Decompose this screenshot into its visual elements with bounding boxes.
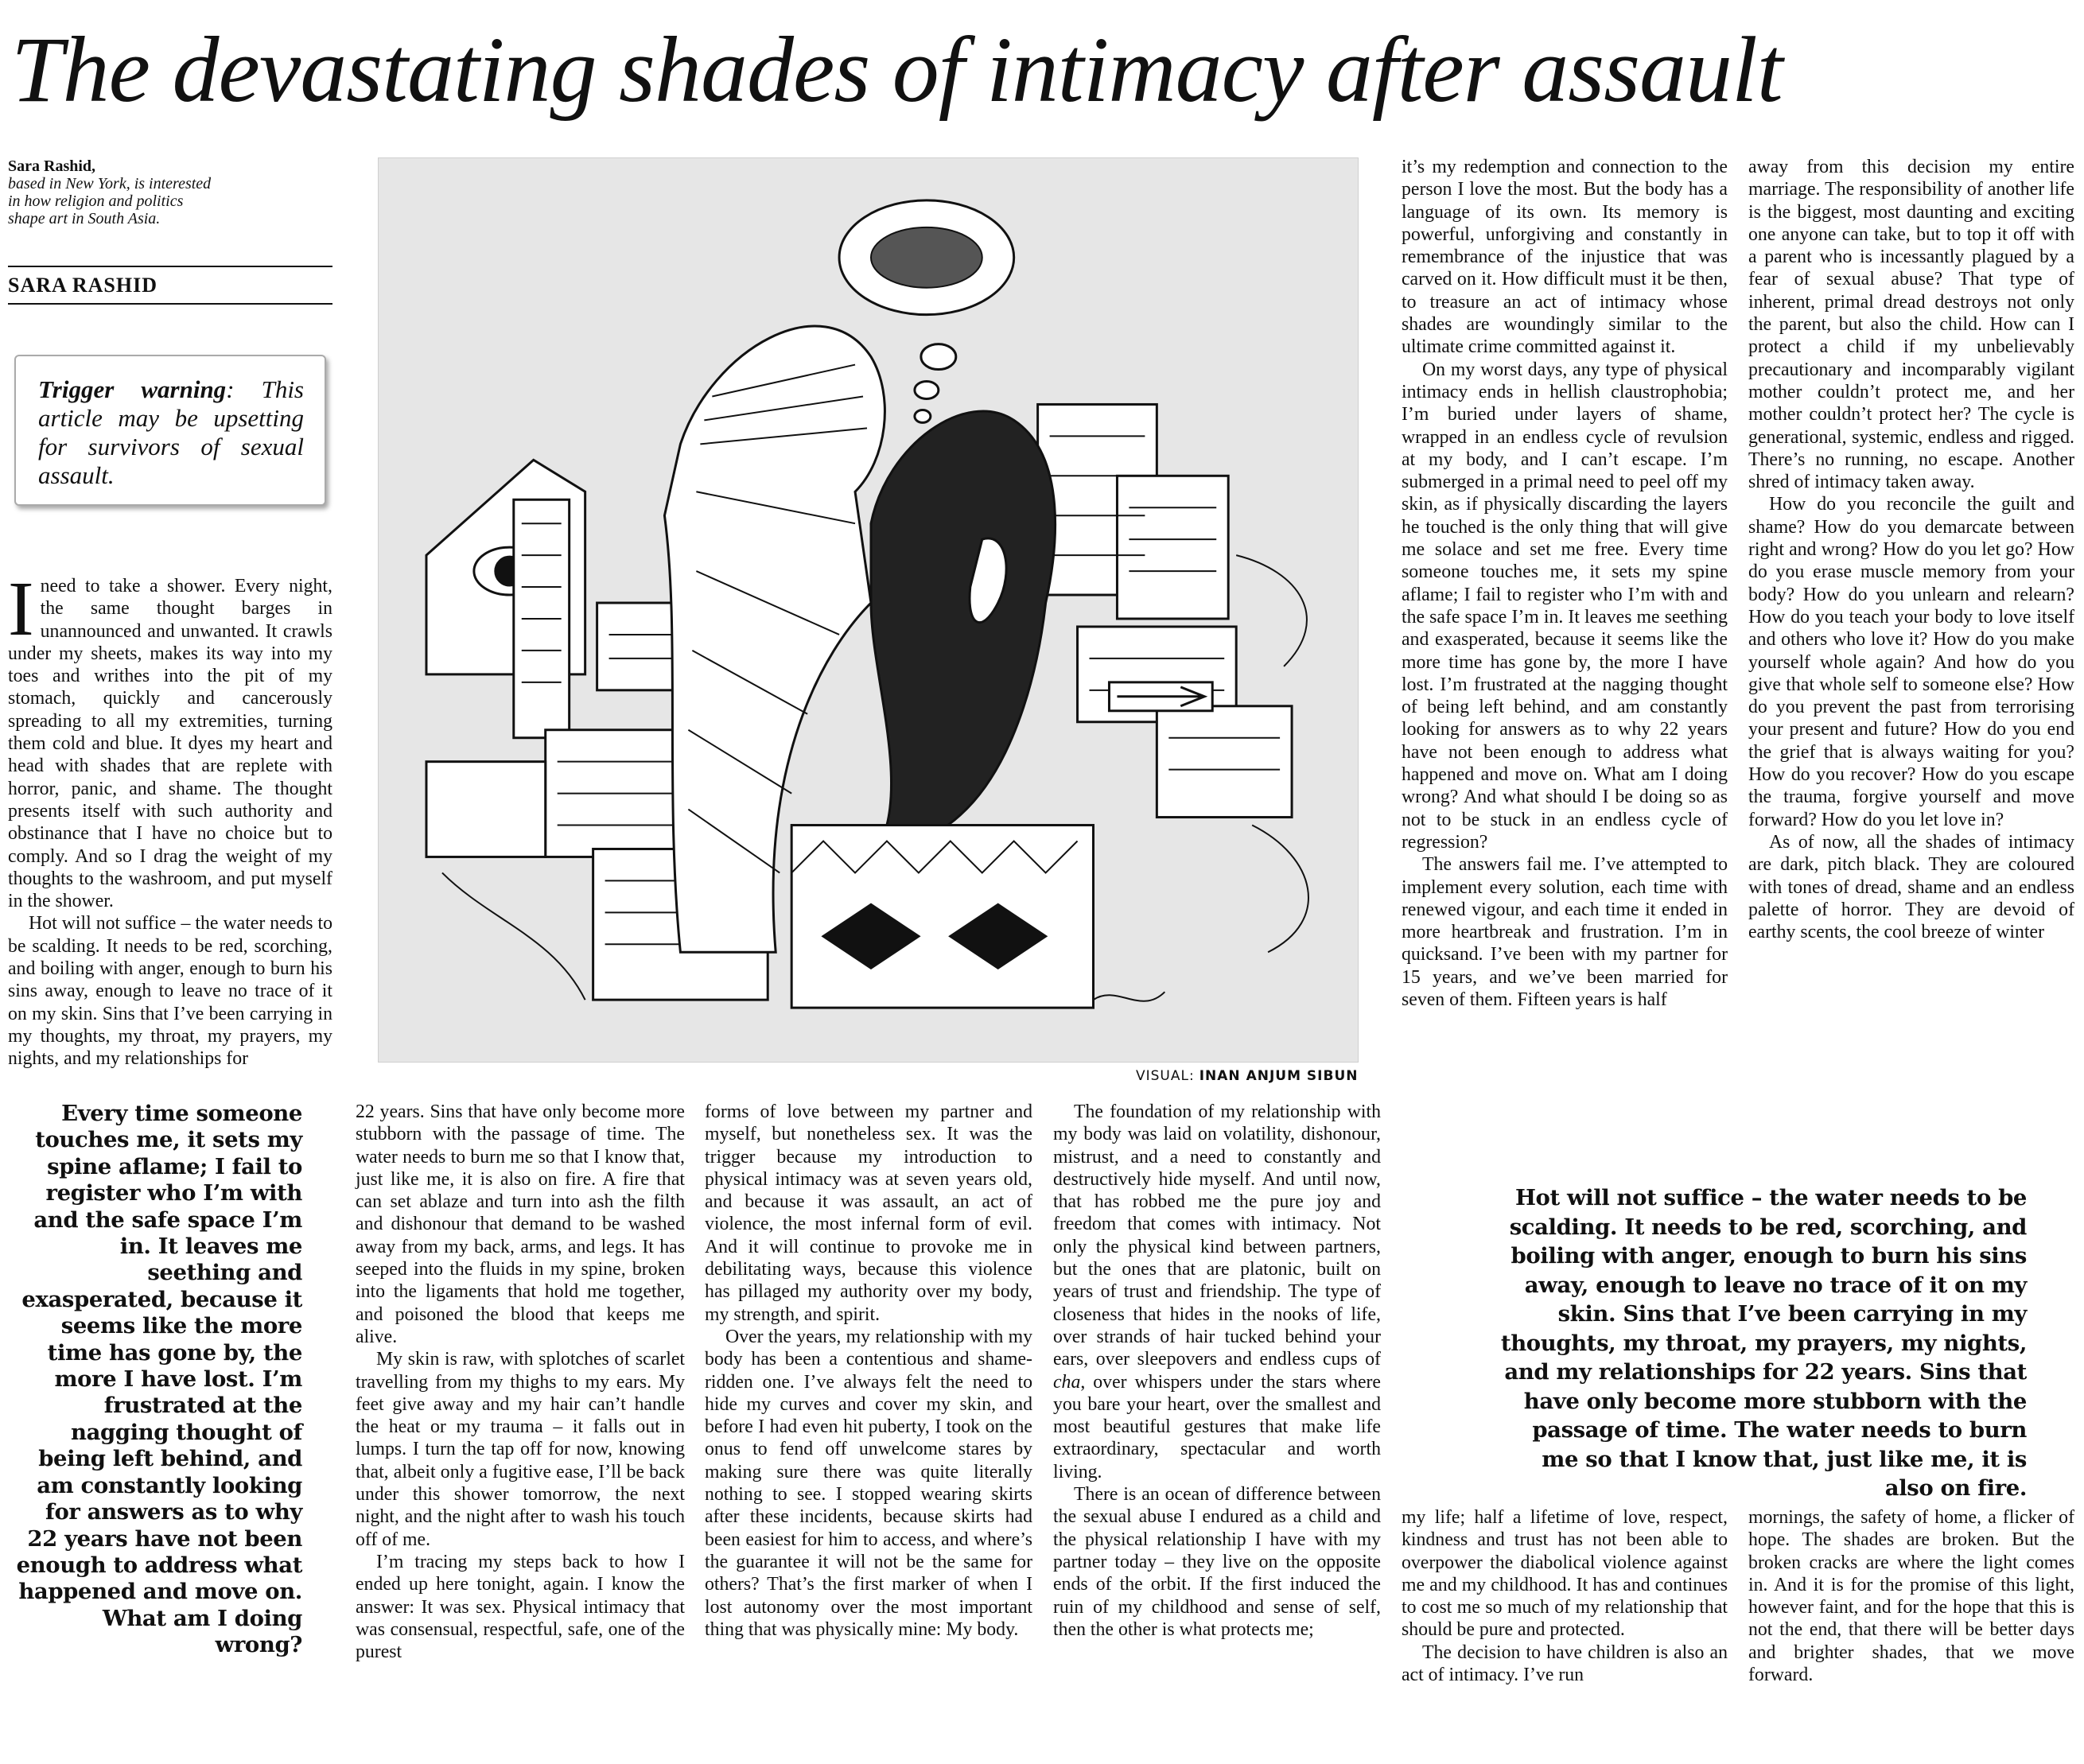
body-column-6: [1748, 156, 2074, 1125]
col4-paragraph-2: There is an ocean of difference between the sexual abuse I endured as a child and the physical relationship I have with my partner today – they live on the opposite ends of the orbit. If the first induced the ruin of my childhood and sense of self, then the other is what protects me;: [1053, 1484, 1381, 1640]
col4-paragraph-1-a: The foundation of my relationship with my body was laid on volatility, dishonour, mistrust, and a need to constantly and destructively hide myself. And until now, that has robbed me the pure joy and freedom that comes with intimacy. Not only the physical kind between partners, but the ones that are platonic, built on years of trust and friendship. The type of closeness that hides in the nooks of life, over strands of hair tucked behind your ears, over sleepovers and endless cups of: [1053, 1102, 1381, 1370]
col1-paragraph-1-text: need to take a shower. Every night, the same thought barges in unannounced and unwanted. It crawls under my sheets, makes its way into my toes and writhes into the pit of my stomach, quickly and cancerously spreading to all my extremities, turning them cold and blue. It dyes my heart and head with shades that are replete with horror, panic, and shame. The thought presents itself with such authority and obstinance that I have no choice but to comply. And so I drag the weight of my thoughts to the washroom, and put myself in the shower.: [8, 576, 332, 912]
illustration: [378, 157, 1359, 1063]
col3-paragraph-1: forms of love between my partner and myself, but nonetheless sex. It was the trigger because my introduction to physical intimacy was at seven years old, and because it was assault, an act of violence, the most infernal form of evil. And it will continue to provoke me in debilitating ways, because this violence has pillaged my authority over my body, my strength, and spirit.: [705, 1102, 1032, 1325]
col2-paragraph-3: I’m tracing my steps back to how I ended up here tonight, again. I know the answer: It was sex. Physical intimacy that was consensual, respectful, safe, one of the purest: [356, 1551, 685, 1663]
col2-paragraph-1: 22 years. Sins that have only become more stubborn with the passage of time. The water needs to burn me so that I know that, just like me, it is also on fire. A fire that can set ablaze and turn into ash the filth and dishonour that demand to be washed away from my back, arms, and legs. It has seeped into the fluids in my spine, broken into the ligaments that hold me together, and poisoned the blood that keeps me alive.: [356, 1102, 685, 1347]
col8-paragraph-1: mornings, the safety of home, a flicker of hope. The shades are broken. But the broken cracks are where the light comes in. And it is for the promise of this light, however faint, and for the hope that this is not the end, that there will be better days and brighter shades, that we move forward.: [1748, 1507, 2074, 1686]
col5-paragraph-2: On my worst days, any type of physical intimacy ends in hellish claustrophobia; I’m buried under layers of shame, wrapped in an endless cycle of revulsion at my body, and I can’t escape. I’m submerged in a primal need to peel off my skin, as if physically discarding the layers he touched is the only thing that will give me solace and set me free. Every time someone touches me, it sets my spine aflame; I fail to register who I’m with and the safe space I’m in. It leaves me seething and exasperated, because it seems like the more time has gone by, the more I have lost. I’m frustrated at the nagging thought of being left behind, and am constantly looking for answers as to why 22 years have not been enough to address what happened and move on. What am I doing wrong? And what should I be doing so as not to be stuck in an endless cycle of regression?: [1402, 359, 1728, 853]
bio-description: based in New York, is interested in how religion and politics shape art in South Asia.: [8, 175, 212, 227]
body-column-2: [356, 1101, 685, 1761]
col1-paragraph-2: Hot will not suffice – the water needs to be scalding. It needs to be red, scorching, and boiling with anger, enough to burn his sins away, enough to leave no trace of it on my skin. Sins that I’ve been carrying in my thoughts, my throat, my prayers, my nights, and my relationships for: [8, 913, 332, 1070]
body-column-1: [8, 566, 332, 1070]
trigger-warning-body: : This article may be upsetting for survivors of sexual assault.: [38, 375, 304, 489]
trigger-warning-label: Trigger warning: [38, 375, 227, 403]
col6-paragraph-1: away from this decision my entire marriage. The responsibility of another life is the biggest, most daunting and exciting one anyone can take, but to top it off with a parent who is incessantly plagued by a fear of sexual abuse? That type of inherent, primal dread destroys not only the parent, but also the child. How can I protect a child if my unbelievably precautionary and incomparably vigilant mother couldn’t protect me, and her mother couldn’t protect her? The cycle is generational, systemic, endless and rigged. There’s no running, no escape. Another shred of intimacy taken away.: [1748, 157, 2074, 493]
col6-paragraph-3: As of now, all the shades of intimacy are dark, pitch black. They are coloured with tones of dread, shame and an endless palette of horror. They are devoid of earthy scents, the cool breeze of winter: [1748, 831, 2074, 943]
byline-rule-top: [8, 266, 332, 267]
pull-quote-left: Every time someone touches me, it sets my spine aflame; I fail to register who I’m with and the safe space I’m in. It leaves me seething and exasperated, because it seems like the more time has gone by, the more I have lost. I’m frustrated at the nagging thought of being left behind, and am constantly looking for answers as to why 22 years have not been enough to address what happened and move on. What am I doing wrong?: [16, 1101, 302, 1658]
trigger-warning-text: [38, 375, 304, 490]
credit-label: VISUAL:: [1136, 1068, 1195, 1084]
col5-paragraph-1: it’s my redemption and connection to the person I love the most. But the body has a language of its own. Its memory is powerful, unforgiving and constantly in remembrance of the injustice that was carved on it. How difficult must it be then, to treasure an act of intimacy whose shades are woundingly similar to the ultimate crime committed against it.: [1402, 157, 1728, 358]
col4-paragraph-1: [1053, 1101, 1381, 1483]
col1-paragraph-1: [8, 566, 332, 912]
author-bio: [8, 157, 342, 227]
trigger-warning-box: [14, 355, 326, 506]
body-column-4: [1053, 1101, 1381, 1761]
illustration-drawing: [379, 158, 1358, 1062]
dropcap: I: [8, 566, 34, 652]
image-credit: [1136, 1068, 1358, 1084]
byline: SARA RASHID: [8, 274, 157, 297]
pull-quote-right: Hot will not suffice – the water needs to be scalding. It needs to be red, scorching, and boiling with anger, enough to burn his sins away, enough to leave no trace of it on my skin. Sins that I’ve been carrying in my thoughts, my throat, my prayers, my nights, and my relationships for 22 years. Sins that have only become more stubborn with the passage of time. The water needs to burn me so that I know that, just like me, it is also on fire.: [1500, 1185, 2027, 1501]
col7-paragraph-1: my life; half a lifetime of love, respect, kindness and trust has not been able to overpower the diabolical violence against me and my childhood. It has and continues to cost me so much of my relationship that should be pure and protected.: [1402, 1507, 1728, 1641]
col6-paragraph-2: How do you reconcile the guilt and shame? How do you demarcate between right and wrong? How do you let go? How do you erase muscle memory from your body? How do you unlearn and relearn? How do you teach your body to love itself and others who love it? How do you make yourself whole again? And how do you give that whole self to someone else? How do you prevent the past from terrorising your present and future? How do you end the grief that is always waiting for you? How do you recover? How do you escape the trauma, forgive yourself and move forward? How do you let love in?: [1748, 494, 2074, 830]
col3-paragraph-2: Over the years, my relationship with my body has been a contentious and shame-ridden one. I’ve always felt the need to hide my curves and cover my skin, and before I had even hit puberty, I took on the onus to fend off unwelcome stares by making sure there was quite literally nothing to see. I stopped wearing skirts after these incidents, because skirts had been easiest for him to access, and where’s the guarantee it will not be the same for others? That’s the first marker of when I lost autonomy over the most important thing that was physically mine: My body.: [705, 1326, 1032, 1640]
bio-name: Sara Rashid,: [8, 157, 96, 175]
credit-name: INAN ANJUM SIBUN: [1199, 1068, 1359, 1084]
col2-paragraph-2: My skin is raw, with splotches of scarlet travelling from my thighs to my ears. My feet give away and my hair can’t handle the heat or my trauma – it falls out in lumps. I turn the tap off for now, knowing that, albeit only a fugitive ease, I’ll be back under this shower tomorrow, the next night, and the night after to wash his touch off of me.: [356, 1349, 685, 1550]
byline-rule-bottom: [8, 303, 332, 305]
body-column-8: [1748, 1506, 2074, 1761]
body-column-3: [705, 1101, 1032, 1761]
col5-paragraph-3: The answers fail me. I’ve attempted to implement every solution, each time with renewed vigour, and each time it ended in more heartbreak and frustration. I’m in quicksand. I’ve been with my partner for 15 years, and we’ve been married for seven of them. Fifteen years is half: [1402, 854, 1728, 1010]
body-column-5: [1402, 156, 1728, 1125]
col7-paragraph-2: The decision to have children is also an act of intimacy. I’ve run: [1402, 1642, 1728, 1686]
col4-paragraph-1-em: cha: [1053, 1371, 1081, 1393]
body-column-7: [1402, 1506, 1728, 1761]
headline: The devastating shades of intimacy after assault: [11, 17, 1783, 122]
col4-paragraph-1-b: , over whispers under the stars where you bare your heart, over the smallest and most beautiful gestures that make life extraordinary, spectacular and worth living.: [1053, 1371, 1381, 1482]
